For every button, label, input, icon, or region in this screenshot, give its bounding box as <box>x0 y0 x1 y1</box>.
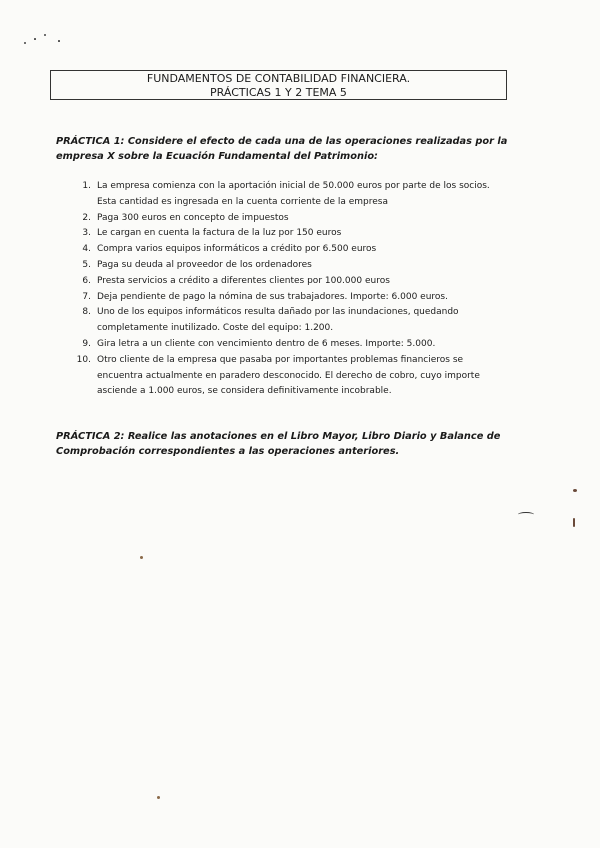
item-text: La empresa comienza con la aportación inicial de 50.000 euros por parte de los socios. Esta cantidad es ingresada en la cuenta corriente de la empresa <box>97 181 490 207</box>
item-text: Paga su deuda al proveedor de los ordenadores <box>97 259 312 270</box>
item-number: 8. <box>82 307 91 318</box>
item-text: Gira letra a un cliente con vencimiento dentro de 6 meses. Importe: 5.000. <box>97 338 436 349</box>
item-number: 6. <box>82 275 91 286</box>
list-item <box>70 258 510 274</box>
list-item <box>70 226 510 242</box>
item-text: Paga 300 euros en concepto de impuestos <box>97 212 289 223</box>
list-item <box>70 337 510 353</box>
item-text: Deja pendiente de pago la nómina de sus trabajadores. Importe: 6.000 euros. <box>97 291 448 302</box>
operations-list <box>70 179 510 400</box>
list-item <box>70 274 510 290</box>
item-text: Compra varios equipos informáticos a crédito por 6.500 euros <box>97 244 377 255</box>
item-text: Otro cliente de la empresa que pasaba por importantes problemas financieros se encuentra actualmente en paradero desconocido. El derecho de cobro, cuyo importe asciende a 1.000 euros, se considera definitivamente incobrable. <box>97 354 480 397</box>
scan-speck <box>24 42 26 44</box>
list-item <box>70 242 510 258</box>
item-number: 5. <box>82 259 91 270</box>
scan-mark <box>518 512 534 517</box>
practice-2-heading: PRÁCTICA 2: Realice las anotaciones en el Libro Mayor, Libro Diario y Balance de Comprobación correspondientes a las operaciones anteriores. <box>56 431 501 457</box>
scan-speck <box>34 38 36 40</box>
scan-speck <box>44 34 46 36</box>
list-item <box>70 290 510 306</box>
scan-speck <box>573 489 577 492</box>
practice-1-heading: PRÁCTICA 1: Considere el efecto de cada una de las operaciones realizadas por la empresa X sobre la Ecuación Fundamental del Patrimonio: <box>56 136 508 162</box>
item-number: 4. <box>82 244 91 255</box>
item-number: 9. <box>82 338 91 349</box>
list-item <box>70 211 510 227</box>
scan-speck <box>157 796 160 799</box>
list-item <box>70 353 510 400</box>
item-text: Presta servicios a crédito a diferentes clientes por 100.000 euros <box>97 275 390 286</box>
item-number: 10. <box>76 354 91 365</box>
list-item <box>70 179 510 211</box>
item-number: 7. <box>82 291 91 302</box>
scan-speck <box>58 40 60 42</box>
scan-speck <box>140 556 143 559</box>
item-number: 1. <box>82 181 91 191</box>
item-text: Uno de los equipos informáticos resulta dañado por las inundaciones, quedando completamente inutilizado. Coste del equipo: 1.200. <box>97 307 459 334</box>
practice-subtitle: PRÁCTICAS 1 Y 2 TEMA 5 <box>210 86 347 99</box>
list-item <box>70 305 510 337</box>
title-box <box>50 70 507 100</box>
item-number: 2. <box>82 212 91 223</box>
item-number: 3. <box>82 228 91 239</box>
item-text: Le cargan en cuenta la factura de la luz por 150 euros <box>97 228 342 239</box>
course-title: FUNDAMENTOS DE CONTABILIDAD FINANCIERA. <box>146 72 411 85</box>
scan-speck <box>573 518 575 527</box>
